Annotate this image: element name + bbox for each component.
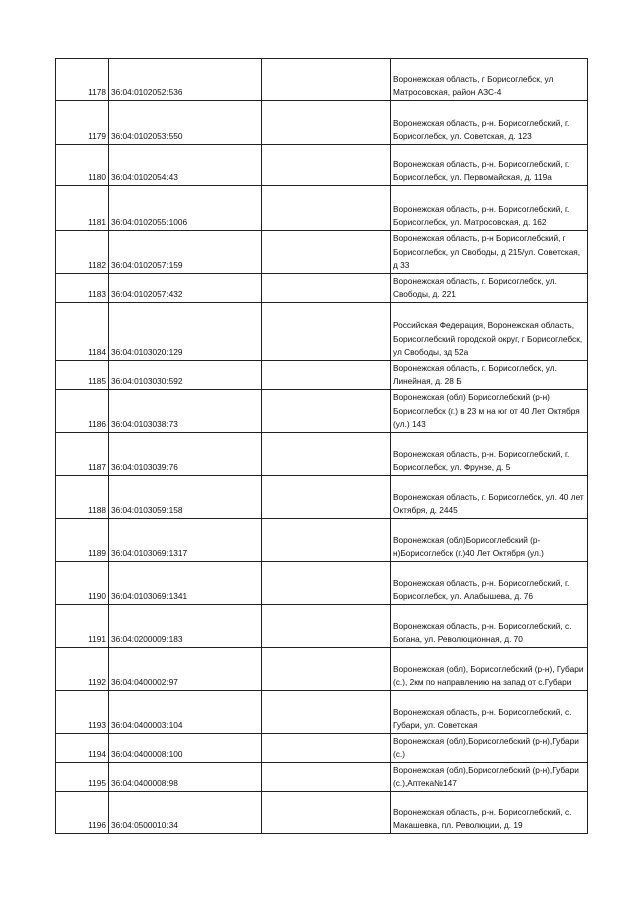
cadastral-number: 36:04:0103038:73: [109, 390, 262, 433]
address: Воронежская (обл)Борисоглебский (р-н)Борисоглебск (г.)40 Лет Октября (ул.): [391, 519, 588, 562]
table-row: [56, 59, 588, 101]
cadastral-number: 36:04:0400008:98: [109, 763, 262, 792]
empty-cell: [262, 691, 391, 734]
registry-table: [55, 58, 588, 834]
table-row: [56, 734, 588, 763]
empty-cell: [262, 476, 391, 519]
row-number: 1183: [56, 274, 109, 303]
empty-cell: [262, 792, 391, 834]
table-row: [56, 361, 588, 390]
address: Воронежская область, р-н. Борисоглебский, с. Макашевка, пл. Революции, д. 19: [391, 792, 588, 834]
row-number: 1189: [56, 519, 109, 562]
table-row: [56, 231, 588, 274]
address: Воронежская область, р-н Борисоглебский, г Борисоглебск, ул Свободы, д 215/ул. Советская, д 33: [391, 231, 588, 274]
row-number: 1186: [56, 390, 109, 433]
cadastral-number: 36:04:0400002:97: [109, 648, 262, 691]
address: Воронежская область, р-н. Борисоглебский, г. Борисоглебск, ул. Алабышева, д. 76: [391, 562, 588, 605]
row-number: 1180: [56, 145, 109, 186]
row-number: 1191: [56, 605, 109, 648]
empty-cell: [262, 390, 391, 433]
row-number: 1181: [56, 186, 109, 231]
cadastral-number: 36:04:0103030:592: [109, 361, 262, 390]
address: Воронежская область, г Борисоглебск, ул Матросовская, район АЗС-4: [391, 59, 588, 101]
empty-cell: [262, 648, 391, 691]
cadastral-number: 36:04:0200009:183: [109, 605, 262, 648]
address: Воронежская область, р-н. Борисоглебский, г. Борисоглебск, ул. Фрунзе, д. 5: [391, 433, 588, 476]
cadastral-number: 36:04:0103039:76: [109, 433, 262, 476]
row-number: 1196: [56, 792, 109, 834]
row-number: 1187: [56, 433, 109, 476]
cadastral-number: 36:04:0102052:536: [109, 59, 262, 101]
empty-cell: [262, 763, 391, 792]
table-row: [56, 476, 588, 519]
empty-cell: [262, 145, 391, 186]
table-row: [56, 101, 588, 145]
address: Воронежская (обл),Борисоглебский (р-н),Губари (с.): [391, 734, 588, 763]
row-number: 1185: [56, 361, 109, 390]
empty-cell: [262, 734, 391, 763]
address: Воронежская область, р-н. Борисоглебский, с. Богана, ул. Революционная, д. 70: [391, 605, 588, 648]
address: Воронежская (обл),Борисоглебский (р-н),Губари (с.),Аптека№147: [391, 763, 588, 792]
table-row: [56, 519, 588, 562]
cadastral-number: 36:04:0102053:550: [109, 101, 262, 145]
cadastral-number: 36:04:0103020:129: [109, 303, 262, 361]
table-row: [56, 792, 588, 834]
address: Воронежская область, р-н. Борисоглебский, г. Борисоглебск, ул. Первомайская, д. 119а: [391, 145, 588, 186]
address: Воронежская область, р-н. Борисоглебский, г. Борисоглебск, ул. Советская, д. 123: [391, 101, 588, 145]
cadastral-number: 36:04:0102057:432: [109, 274, 262, 303]
empty-cell: [262, 101, 391, 145]
empty-cell: [262, 59, 391, 101]
cadastral-number: 36:04:0102057:159: [109, 231, 262, 274]
address: Воронежская область, г. Борисоглебск, ул. Свободы, д. 221: [391, 274, 588, 303]
cadastral-number: 36:04:0500010:34: [109, 792, 262, 834]
cadastral-number: 36:04:0103059:158: [109, 476, 262, 519]
address: Воронежская область, г. Борисоглебск, ул. Линейная, д. 28 Б: [391, 361, 588, 390]
table-row: [56, 433, 588, 476]
cadastral-number: 36:04:0400003:104: [109, 691, 262, 734]
row-number: 1184: [56, 303, 109, 361]
row-number: 1190: [56, 562, 109, 605]
row-number: 1194: [56, 734, 109, 763]
row-number: 1178: [56, 59, 109, 101]
address: Воронежская область, г. Борисоглебск, ул. 40 лет Октября, д. 2445: [391, 476, 588, 519]
table-row: [56, 145, 588, 186]
table-row: [56, 186, 588, 231]
address: Воронежская область, р-н. Борисоглебский, с. Губари, ул. Советская: [391, 691, 588, 734]
table-row: [56, 691, 588, 734]
address: Воронежская (обл), Борисоглебский (р-н), Губари (с.), 2км по направлению на запад от с.Губари: [391, 648, 588, 691]
cadastral-number: 36:04:0102055:1006: [109, 186, 262, 231]
table-row: [56, 562, 588, 605]
empty-cell: [262, 303, 391, 361]
empty-cell: [262, 274, 391, 303]
address: Воронежская (обл) Борисоглебский (р-н) Борисоглебск (г.) в 23 м на юг от 40 Лет Октября (ул.) 143: [391, 390, 588, 433]
empty-cell: [262, 433, 391, 476]
address: Воронежская область, р-н. Борисоглебский, г. Борисоглебск, ул. Матросовская, д. 162: [391, 186, 588, 231]
cadastral-number: 36:04:0103069:1341: [109, 562, 262, 605]
empty-cell: [262, 186, 391, 231]
row-number: 1192: [56, 648, 109, 691]
table-row: [56, 274, 588, 303]
empty-cell: [262, 361, 391, 390]
row-number: 1188: [56, 476, 109, 519]
row-number: 1193: [56, 691, 109, 734]
table-row: [56, 763, 588, 792]
cadastral-number: 36:04:0102054:43: [109, 145, 262, 186]
table-row: [56, 605, 588, 648]
row-number: 1195: [56, 763, 109, 792]
empty-cell: [262, 605, 391, 648]
table-row: [56, 390, 588, 433]
row-number: 1182: [56, 231, 109, 274]
cadastral-number: 36:04:0400008:100: [109, 734, 262, 763]
row-number: 1179: [56, 101, 109, 145]
empty-cell: [262, 519, 391, 562]
empty-cell: [262, 231, 391, 274]
cadastral-number: 36:04:0103069:1317: [109, 519, 262, 562]
table-row: [56, 648, 588, 691]
table-row: [56, 303, 588, 361]
address: Российская Федерация, Воронежская область, Борисоглебский городской округ, г Борисоглебск, ул Свободы, зд 52а: [391, 303, 588, 361]
empty-cell: [262, 562, 391, 605]
